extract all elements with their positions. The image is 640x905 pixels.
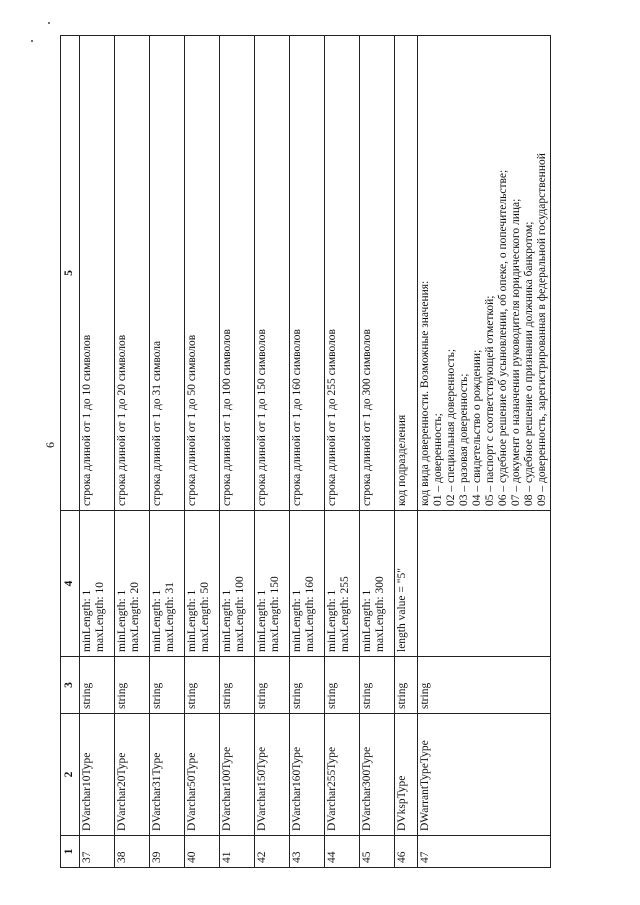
row-number: 41 xyxy=(220,836,255,868)
table-row xyxy=(150,36,185,868)
base-type: string xyxy=(80,657,115,714)
base-type: string xyxy=(325,657,360,714)
header-col-1: 1 xyxy=(61,836,80,868)
type-name: DVarchar150Type xyxy=(255,714,290,836)
max-length: maxLength: 150 xyxy=(269,576,281,652)
description: строка длиной от 1 до 100 символов xyxy=(220,36,255,511)
restriction xyxy=(418,511,551,657)
description-title: код вида доверенности. Возможные значения: xyxy=(419,280,431,506)
list-item: 07 – документ о назначении руководителя юридического лица; xyxy=(510,198,522,506)
min-length: minLength: 1 xyxy=(81,589,93,652)
restriction xyxy=(220,511,255,657)
base-type: string xyxy=(185,657,220,714)
list-item: 08 – судебное решение о признании должника банкротом; xyxy=(523,221,535,506)
max-length: maxLength: 160 xyxy=(304,576,316,652)
min-length: minLength: 1 xyxy=(361,589,373,652)
description xyxy=(418,36,551,511)
header-row xyxy=(61,36,80,868)
min-length: minLength: 1 xyxy=(326,589,338,652)
restriction xyxy=(185,511,220,657)
restriction xyxy=(80,511,115,657)
type-name: DVarchar50Type xyxy=(185,714,220,836)
max-length: maxLength: 31 xyxy=(164,582,176,652)
table-row xyxy=(418,36,551,868)
min-length: minLength: 1 xyxy=(256,589,268,652)
type-name: DVarchar100Type xyxy=(220,714,255,836)
header-col-5: 5 xyxy=(61,36,80,511)
table-row xyxy=(255,36,290,868)
row-number: 37 xyxy=(80,836,115,868)
min-length: minLength: 1 xyxy=(151,589,163,652)
min-length: minLength: 1 xyxy=(291,589,303,652)
max-length: maxLength: 10 xyxy=(94,582,106,652)
list-item: 09 – доверенность, зарегистрированная в федеральной государственной xyxy=(536,153,548,506)
description: строка длиной от 1 до 20 символов xyxy=(115,36,150,511)
header-col-2: 2 xyxy=(61,714,80,836)
restriction xyxy=(150,511,185,657)
description: строка длиной от 1 до 10 символов xyxy=(80,36,115,511)
row-number: 39 xyxy=(150,836,185,868)
base-type: string xyxy=(360,657,395,714)
type-name: DVarchar300Type xyxy=(360,714,395,836)
base-type: string xyxy=(115,657,150,714)
restriction xyxy=(255,511,290,657)
list-item: 03 – разовая доверенность; xyxy=(458,373,470,506)
table-row xyxy=(325,36,360,868)
table-row xyxy=(395,36,418,868)
max-length: maxLength: 255 xyxy=(339,576,351,652)
type-name: DVarchar160Type xyxy=(290,714,325,836)
row-number: 46 xyxy=(395,836,418,868)
table-row xyxy=(115,36,150,868)
row-number: 38 xyxy=(115,836,150,868)
description: строка длиной от 1 до 160 символов xyxy=(290,36,325,511)
restriction: length value = "5" xyxy=(395,511,418,657)
base-type: string xyxy=(255,657,290,714)
base-type: string xyxy=(150,657,185,714)
list-item: 04 – свидетельство о рождении; xyxy=(471,349,483,506)
row-number: 47 xyxy=(418,836,551,868)
row-number: 45 xyxy=(360,836,395,868)
description: строка длиной от 1 до 50 символов xyxy=(185,36,220,511)
row-number: 43 xyxy=(290,836,325,868)
base-type: string xyxy=(418,657,551,714)
scan-speck xyxy=(48,22,50,24)
description: строка длиной от 1 до 31 символа xyxy=(150,36,185,511)
restriction xyxy=(115,511,150,657)
header-col-4: 4 xyxy=(61,511,80,657)
max-length: maxLength: 50 xyxy=(199,582,211,652)
restriction xyxy=(290,511,325,657)
type-name: DVkspType xyxy=(395,714,418,836)
rotated-table-container xyxy=(60,36,615,868)
max-length: maxLength: 100 xyxy=(234,576,246,652)
description: код подразделения xyxy=(395,36,418,511)
table-row xyxy=(185,36,220,868)
description: строка длиной от 1 до 255 символов xyxy=(325,36,360,511)
table-row xyxy=(360,36,395,868)
row-number: 42 xyxy=(255,836,290,868)
min-length: minLength: 1 xyxy=(116,589,128,652)
data-types-table xyxy=(60,35,551,868)
description: строка длиной от 1 до 150 символов xyxy=(255,36,290,511)
type-name: DVarchar10Type xyxy=(80,714,115,836)
list-item: 05 – паспорт с соответствующей отметкой; xyxy=(484,295,496,506)
type-name: DVarchar255Type xyxy=(325,714,360,836)
description: строка длиной от 1 до 300 символов xyxy=(360,36,395,511)
restriction xyxy=(360,511,395,657)
min-length: minLength: 1 xyxy=(221,589,233,652)
list-item: 01 – доверенность; xyxy=(432,413,444,506)
header-col-3: 3 xyxy=(61,657,80,714)
row-number: 40 xyxy=(185,836,220,868)
type-name: DVarchar20Type xyxy=(115,714,150,836)
table-row xyxy=(80,36,115,868)
base-type: string xyxy=(290,657,325,714)
list-item: 02 – специальная доверенность; xyxy=(445,348,457,506)
table-row xyxy=(220,36,255,868)
row-number: 44 xyxy=(325,836,360,868)
page-number: 6 xyxy=(43,442,57,448)
max-length: maxLength: 20 xyxy=(129,582,141,652)
table-row xyxy=(290,36,325,868)
type-name: DVarchar31Type xyxy=(150,714,185,836)
scan-speck xyxy=(31,40,33,42)
min-length: minLength: 1 xyxy=(186,589,198,652)
base-type: string xyxy=(395,657,418,714)
restriction xyxy=(325,511,360,657)
max-length: maxLength: 300 xyxy=(374,576,386,652)
type-name: DWarrantTypeType xyxy=(418,714,551,836)
base-type: string xyxy=(220,657,255,714)
list-item: 06 – судебное решение об усыновлении, об опеке, о попечительстве; xyxy=(497,169,509,506)
